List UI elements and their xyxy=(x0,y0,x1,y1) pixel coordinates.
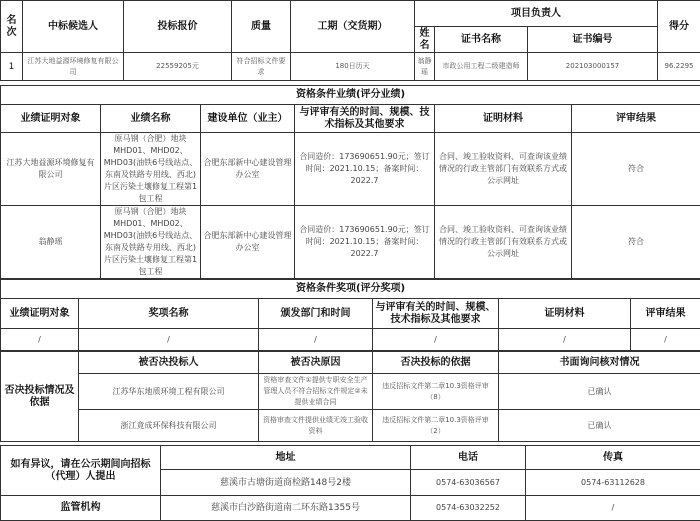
header-inquiry: 书面询问核对情况 xyxy=(499,352,700,374)
table-row xyxy=(1,329,700,351)
rank: 1 xyxy=(1,53,23,81)
rejection-label: 否决投标情况及依据 xyxy=(1,352,79,442)
inquiry: 已确认 xyxy=(499,374,700,410)
requirements: 合同造价：173690651.90元；签订时间：2021.10.15；备案时间：2022.7 xyxy=(295,206,435,279)
materials: / xyxy=(499,329,631,351)
table-row xyxy=(1,496,700,521)
awards-table xyxy=(0,279,700,351)
header-object: 业绩证明对象 xyxy=(1,299,79,329)
reason: 资格审查文件①提供专职安全生产管理人员不符合招标文件规定②未提供业绩合同 xyxy=(259,374,373,410)
header-address: 地址 xyxy=(161,446,411,470)
header-basis: 否决投标的依据 xyxy=(373,352,499,374)
basis: 违反招标文件第二章10.3资格评审（8） xyxy=(373,374,499,410)
contact-table xyxy=(0,445,700,521)
header-quality: 质量 xyxy=(232,1,291,53)
header-phone: 电话 xyxy=(411,446,526,470)
header-cert-no: 证书编号 xyxy=(528,27,658,53)
reason: 资格审查文件提供业绩无竣工验收资料 xyxy=(259,410,373,442)
award-name: / xyxy=(79,329,259,351)
header-score: 得分 xyxy=(658,1,700,53)
bidder: 江苏华东地质环境工程有限公司 xyxy=(79,374,259,410)
fax: 0574-63112628 xyxy=(526,470,700,496)
result: 符合 xyxy=(572,206,700,279)
object: / xyxy=(1,329,79,351)
materials: 合同、竣工验收资料、可查询该业绩情况的行政主管部门有效联系方式或公示网址 xyxy=(435,206,572,279)
rejection-table xyxy=(0,351,700,442)
issuer: / xyxy=(259,329,373,351)
object: 江苏大地益源环境修复有限公司 xyxy=(1,133,101,206)
result: 符合 xyxy=(572,133,700,206)
table-row xyxy=(1,133,700,206)
requirements: 合同造价：173690651.90元；签订时间：2021.10.15；备案时间：2022.7 xyxy=(295,133,435,206)
header-materials: 证明材料 xyxy=(499,299,631,329)
performance-name: 原马钢（合肥）地块MHD01、MHD02、MHD03(油铁6号线站点、东南及铁路专用线、西北)片区污染土壤修复工程第1包工程 xyxy=(101,133,201,206)
table-row xyxy=(1,410,700,442)
address: 慈溪市白沙路街道南二环东路1355号 xyxy=(161,496,411,521)
owner: 合肥东部新中心建设管理办公室 xyxy=(201,206,295,279)
result: / xyxy=(631,329,700,351)
phone: 0574-63032252 xyxy=(411,496,526,521)
performance-table xyxy=(0,85,700,279)
header-requirements: 与评审有关的时间、规模、技术指标及其他要求 xyxy=(373,299,499,329)
quality: 符合招标文件要求 xyxy=(232,53,291,81)
header-name: 业绩名称 xyxy=(101,105,201,133)
table-row xyxy=(1,374,700,410)
price: 22559205元 xyxy=(124,53,232,81)
header-duration: 工期（交货期） xyxy=(291,1,415,53)
requirements: / xyxy=(373,329,499,351)
candidate: 江苏大地益源环境修复有限公司 xyxy=(23,53,124,81)
header-project-manager: 项目负责人 xyxy=(415,1,658,27)
fax: / xyxy=(526,496,700,521)
pm-name: 翁静瑶 xyxy=(415,53,435,81)
cert-name: 市政公用工程二级建造师 xyxy=(435,53,528,81)
inquiry: 已确认 xyxy=(499,410,700,442)
performance-name: 原马钢（合肥）地块MHD01、MHD02、MHD03(油铁6号线站点、东南及铁路专用线、西北)片区污染土壤修复工程第1包工程 xyxy=(101,206,201,279)
header-award-name: 奖项名称 xyxy=(79,299,259,329)
header-rank: 名次 xyxy=(1,1,23,53)
owner: 合肥东部新中心建设管理办公室 xyxy=(201,133,295,206)
header-pm-name: 姓名 xyxy=(415,27,435,53)
header-price: 投标报价 xyxy=(124,1,232,53)
result-table xyxy=(0,0,700,81)
header-cert-name: 证书名称 xyxy=(435,27,528,53)
basis: 违反招标文件第二章10.3资格评审（2） xyxy=(373,410,499,442)
header-object: 业绩证明对象 xyxy=(1,105,101,133)
supervision-label: 监管机构 xyxy=(1,496,161,521)
duration: 180日历天 xyxy=(291,53,415,81)
phone: 0574-63036567 xyxy=(411,470,526,496)
header-bidder: 被否决投标人 xyxy=(79,352,259,374)
header-materials: 证明材料 xyxy=(435,105,572,133)
header-result: 评审结果 xyxy=(572,105,700,133)
header-candidate: 中标候选人 xyxy=(23,1,124,53)
materials: 合同、竣工验收资料、可查询该业绩情况的行政主管部门有效联系方式或公示网址 xyxy=(435,133,572,206)
table-row xyxy=(1,53,700,81)
score: 96.2295 xyxy=(658,53,700,81)
header-requirements: 与评审有关的时间、规模、技术指标及其他要求 xyxy=(295,105,435,133)
address: 慈溪市古塘街道商检路148号2楼 xyxy=(161,470,411,496)
awards-title: 资格条件奖项(评分奖项) xyxy=(1,280,700,299)
object: 翁静瑶 xyxy=(1,206,101,279)
header-reason: 被否决原因 xyxy=(259,352,373,374)
header-fax: 传真 xyxy=(526,446,700,470)
header-result: 评审结果 xyxy=(631,299,700,329)
objection-label: 如有异议，请在公示期间向招标（代理）人提出 xyxy=(1,446,161,496)
bidder: 浙江竟成环保科技有限公司 xyxy=(79,410,259,442)
header-issuer: 颁发部门和时间 xyxy=(259,299,373,329)
cert-no: 202103000157 xyxy=(528,53,658,81)
header-owner: 建设单位（业主） xyxy=(201,105,295,133)
performance-title: 资格条件业绩(评分业绩) xyxy=(1,86,700,105)
table-row xyxy=(1,206,700,279)
